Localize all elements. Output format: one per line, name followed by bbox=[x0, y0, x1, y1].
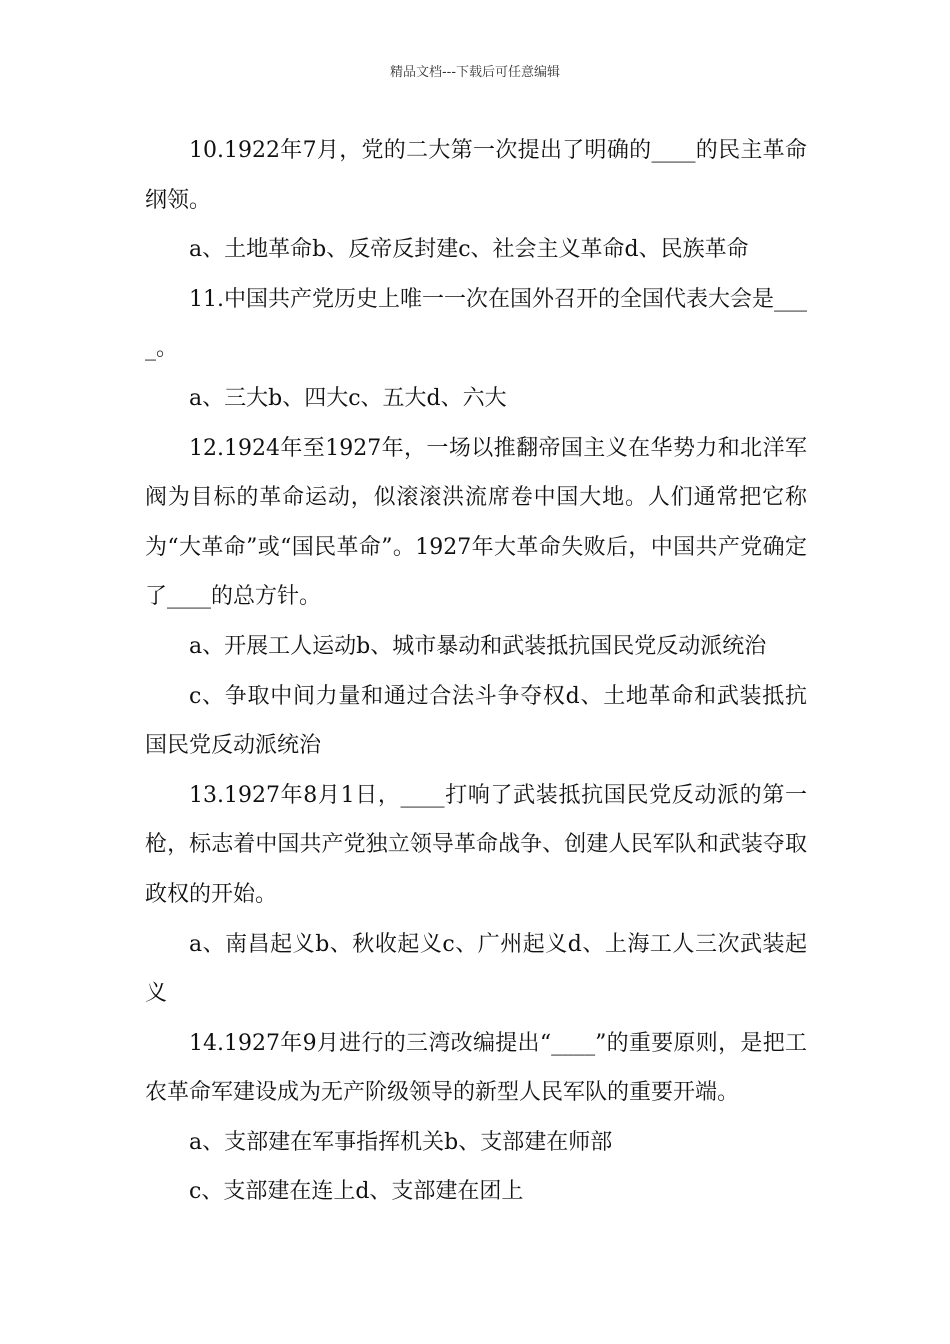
question-12-options-cd: c、争取中间力量和通过合法斗争夺权d、土地革命和武装抵抗国民党反动派统治 bbox=[145, 683, 808, 759]
question-13-options: a、南昌起义b、秋收起义c、广州起义d、上海工人三次武装起义 bbox=[145, 931, 807, 1007]
document-body bbox=[145, 126, 807, 1217]
question-10-options: a、土地革命b、反帝反封建c、社会主义革命d、民族革命 bbox=[189, 237, 749, 263]
question-12-options-ab: a、开展工人运动b、城市暴动和武装抵抗国民党反动派统治 bbox=[189, 633, 767, 659]
question-11: 11.中国共产党历史上唯一一次在国外召开的全国代表大会是____。 bbox=[145, 286, 807, 362]
question-14-options-cd: c、支部建在连上d、支部建在团上 bbox=[189, 1179, 524, 1205]
question-13: 13.1927年8月1日，____打响了武装抵抗国民党反动派的第一枪，标志着中国共产党独立领导革命战争、创建人民军队和武装夺取政权的开始。 bbox=[145, 782, 807, 907]
question-14-options-ab: a、支部建在军事指挥机关b、支部建在师部 bbox=[189, 1129, 613, 1155]
question-10: 10.1922年7月，党的二大第一次提出了明确的____的民主革命纲领。 bbox=[145, 138, 807, 213]
page-header: 精品文档---下载后可任意编辑 bbox=[389, 65, 561, 80]
question-11-options: a、三大b、四大c、五大d、六大 bbox=[189, 385, 507, 411]
question-12: 12.1924年至1927年，一场以推翻帝国主义在华势力和北洋军阀为目标的革命运动，似滚滚洪流席卷中国大地。人们通常把它称为“大革命”或“国民革命”。1927年大革命失败后，中国共产党确定了____的总方针。 bbox=[145, 435, 807, 610]
question-14: 14.1927年9月进行的三湾改编提出“____”的重要原则，是把工农革命军建设成为无产阶级领导的新型人民军队的重要开端。 bbox=[145, 1030, 807, 1106]
